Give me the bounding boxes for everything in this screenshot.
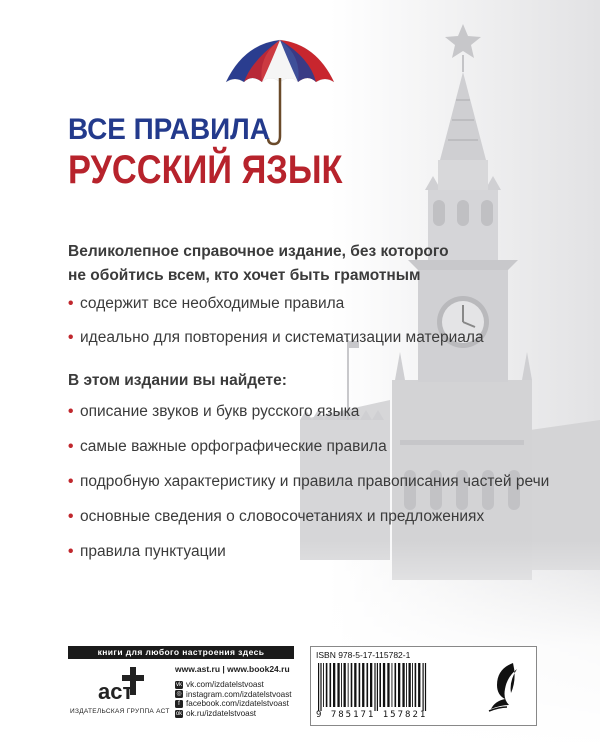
bullet-icon: • [68, 508, 74, 525]
barcode-bar [344, 663, 346, 707]
publisher-caption: ИЗДАТЕЛЬСКАЯ ГРУППА АСТ [70, 708, 170, 715]
barcode-bar [423, 663, 424, 711]
barcode-bar [333, 663, 335, 707]
bullet-icon: • [68, 403, 74, 420]
barcode-bar [412, 663, 413, 707]
barcode-bar [326, 663, 328, 707]
barcode-bar [418, 663, 420, 707]
barcode-bar [392, 663, 393, 707]
barcode-bar [387, 663, 389, 707]
intro-line-1: Великолепное справочное издание, без которого [68, 243, 449, 260]
list-item: • идеально для повторения и систематизации материала [68, 329, 484, 346]
title-line-2: РУССКИЙ ЯЗЫК [68, 148, 343, 192]
contents-heading: В этом издании вы найдете: [68, 372, 287, 389]
barcode-bar [398, 663, 400, 707]
publisher-websites: www.ast.ru | www.book24.ru [175, 664, 290, 674]
barcode-bar [320, 663, 321, 711]
social-links [175, 680, 292, 718]
bullet-icon: • [68, 329, 74, 346]
list-item: • содержит все необходимые правила [68, 295, 345, 312]
social-link-instagram[interactable]: ◎ instagram.com/izdatelstvoast [176, 689, 292, 699]
list-item: • описание звуков и букв русского языка [68, 403, 360, 420]
barcode-bar [362, 663, 364, 707]
barcode-bar [415, 663, 417, 707]
isbn-text: ISBN 978-5-17-115782-1 [316, 650, 411, 660]
contents-list [68, 402, 549, 577]
list-item: • самые важные орфографические правила [68, 438, 387, 455]
list-item: • подробную характеристику и правила правописания частей речи [68, 473, 550, 490]
barcode-bar [341, 663, 342, 707]
barcode-bar [337, 663, 339, 707]
barcode-bar [348, 663, 349, 707]
social-link-facebook[interactable]: f facebook.com/izdatelstvoast [175, 699, 292, 709]
barcode-digits: 9 785171 157821 [316, 710, 428, 720]
barcode-bar [359, 663, 361, 707]
barcode-bar [409, 663, 411, 707]
barcode-bar [354, 663, 356, 707]
barcode-bar [370, 663, 372, 707]
social-link-vk[interactable]: vk vk.com/izdatelstvoast [176, 680, 264, 689]
ast-logo-icon [96, 665, 152, 703]
list-item: • основные сведения о словосочетаниях и предложениях [68, 508, 485, 525]
intro-text [68, 240, 449, 288]
barcode-bar [351, 663, 353, 707]
barcode-bar [395, 663, 397, 707]
list-item: • правила пунктуации [68, 543, 226, 560]
intro-line-2: не обойтись всем, кто хочет быть грамотным [68, 267, 421, 284]
odnoklassniki-icon: ok [175, 710, 183, 717]
barcode-bar [318, 663, 319, 711]
instagram-icon: ◎ [176, 691, 182, 698]
barcode-bar [379, 663, 381, 707]
barcode-box [310, 646, 537, 726]
bullet-icon: • [68, 295, 74, 312]
bullet-icon: • [68, 473, 74, 490]
barcode-bars [316, 663, 466, 711]
facebook-icon: f [175, 700, 183, 708]
publisher-tagline: книги для любого настроения здесь [68, 646, 294, 659]
features-list [68, 294, 484, 362]
barcode-bar [330, 663, 332, 707]
barcode-bar [383, 663, 385, 707]
vk-icon: vk [176, 681, 182, 688]
title-line-1: ВСЕ ПРАВИЛА [68, 113, 270, 146]
barcode-bar [323, 663, 324, 707]
barcode-bar [402, 663, 404, 707]
social-link-odnoklassniki[interactable]: ok ok.ru/izdatelstvoast [175, 708, 257, 718]
barcode-bar [374, 663, 375, 711]
barcode-bar [406, 663, 407, 707]
bullet-icon: • [68, 438, 74, 455]
barcode-bar [377, 663, 378, 711]
barcode-bar [367, 663, 369, 707]
ast-logo-text: аст [98, 679, 134, 703]
bullet-icon: • [68, 543, 74, 560]
barcode-bar [425, 663, 426, 711]
feather-logo-icon [483, 659, 525, 715]
